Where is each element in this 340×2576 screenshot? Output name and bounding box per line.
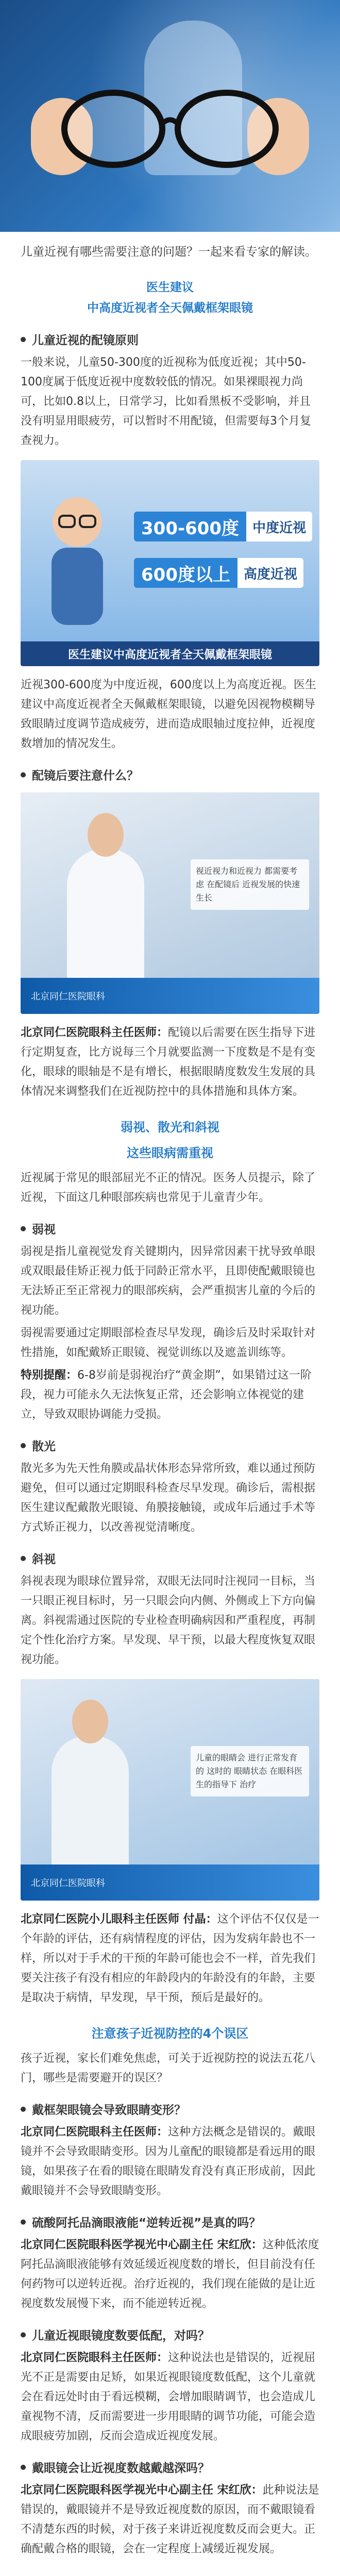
principle-paragraph: 一般来说，儿童50-300度的近视称为低度近视；其中50-100度属于低度近视中度数较低的情况。如果裸眼视力尚可，比如0.8以上，日常学习，比如看黑板不受影响，并且没有明显用眼疲劳，可以暂时不用配镜，但需要每3个月复查视力。 [21,356,311,447]
special-note-text: 6-8岁前是弱视治疗“黄金期”，如果错过这一阶段，视力可能永久无法恢复正常，还会影响立体视觉的建立，导致双眼协调能力受损。 [21,1369,312,1421]
heading-strabismus [21,1550,319,1567]
degree-value-moderate: 300-600度 [134,512,246,541]
heading-text: 斜视 [32,1553,56,1566]
answer-1 [0,2123,340,2201]
after-glasses-paragraph [0,1023,340,1101]
speaker-lead: 北京同仁医院眼科主任医师： [21,2126,168,2139]
doctor-video-frame-2 [21,1679,319,1901]
degree-label-high: 高度近视 [237,558,303,588]
amblyopia-p1: 弱视是指儿童视觉发育关键期内，因异常因素干扰导致单眼或双眼最佳矫正视力低于同龄正常水平，且即使配戴眼镜也无法矫正至正常视力的眼部疾病，会严重损害儿童的今后的视功能。 [21,1245,316,1317]
misconception-intro: 孩子近视，家长们难免焦虑，可关于近视防控的说法五花八门，哪些是需要避开的误区？ [21,2052,316,2084]
section4-title: 注意孩子近视防控的4个误区 [91,2026,249,2041]
moderate-high-paragraph: 近视300-600度为中度近视，600度以上为高度近视。医生建议中高度近视者全天佩戴框架眼镜，以避免因视物模糊导致眼睛过度调节造成疲劳，进而造成眼轴过度拉伸，近视度数增加的情况发生。 [21,679,316,750]
bullet-dot [21,772,26,777]
section3-title-2: 这些眼病需重视 [127,1146,213,1160]
doctor-video-frame [21,792,319,1014]
bullet-dot [21,2219,26,2225]
question-1 [21,2100,319,2117]
bullet-dot [21,1443,26,1448]
answer-text: 这种低浓度阿托品滴眼液能够有效延缓近视度数的增长，但目前没有任何药物可以逆转近视。治疗近视的，我们现在能做的是让近视度数发展慢下来，而不能逆转近视。 [21,2239,319,2310]
doctor-head-2 [72,1700,108,1743]
answer-text: 这种方法概念是错误的。戴眼镜并不会导致眼睛变形。因为儿童配的眼镜都是看远用的眼镜，如果孩子在看的眼镜在眼睛发育没有真正形成前，因此戴眼镜并不会导致眼睛变形。 [21,2126,316,2197]
speaker-lead: 北京同仁医院眼科医学视光中心副主任 宋红欣： [21,2484,263,2497]
bullet-dot [21,2332,26,2337]
heading-text: 散光 [32,1440,56,1453]
video2-lower-third: 北京同仁医院眼科 [21,1865,319,1901]
special-note-lead: 特别提醒： [21,1369,78,1382]
answer-3 [0,2348,340,2446]
section3-title-1: 弱视、散光和斜视 [121,1120,219,1134]
answer-2 [0,2235,340,2314]
question-4 [21,2459,319,2476]
amblyopia-p3 [0,1366,340,1425]
question-text: 戴框架眼镜会导致眼睛变形？ [32,2104,186,2117]
question-text: 戴眼镜会让近视度数越戴越深吗？ [32,2462,210,2475]
myopia-degree-banner [21,460,319,666]
answer-text: 这种说法也是错误的，近视屈光不正是需要由足矫，如果近视眼镜度数低配，这个儿童就会在看远处时由于看远模糊，会增加眼睛调节，也会造成儿童视物不清，反而需要进一步用眼睛的调节功能，可能会造成眼疲劳加剧，反而会造成近视度发展。 [21,2351,316,2443]
glasses-icon [57,88,283,170]
speaker-lead: 北京同仁医院小儿眼科主任医师 付晶： [21,1913,217,1926]
child-figure-icon [36,491,118,625]
degree-tag-high [134,558,303,588]
bullet-dot [21,2107,26,2112]
heading-amblyopia [21,1220,319,1237]
bullet-dot [21,337,26,342]
doctor-figure [67,849,144,983]
advice-label: 医生建议 [146,281,194,294]
heading-text: 儿童近视的配镜原则 [32,334,139,347]
astigmatism-paragraph: 散光多为先天性角膜或晶状体形态异常所致，难以通过预防避免，但可以通过定期眼科检查尽早发现。确诊后，需根据医生建议配戴散光眼镜、角膜接触镜，或成年后通过手术等方式矫正视力，以改善视觉清晰度。 [21,1462,316,1534]
heading-text: 弱视 [32,1223,56,1236]
speaker-lead: 北京同仁医院眼科主任医师： [21,2351,168,2364]
video-side-text: 视近视力和近视力 都需要考虑 在配镜后 近视发展的快速生长 [191,859,309,910]
speaker-quote: 配镜以后需要在医生指导下进行定期复查，比方说每三个月就要监测一下度数是不是有变化，眼球的眼轴是不是有增长，根据眼睛度数发生发展的具体情况来调整我们在近视防控中的具体措施和具体方案。 [21,1026,316,1098]
degree-label-moderate: 中度近视 [246,512,312,541]
pediatric-doctor-paragraph [0,1910,340,2008]
video-lower-third: 北京同仁医院眼科 [21,978,319,1014]
degree-value-high: 600度以上 [134,558,237,588]
bullet-dot [21,1556,26,1561]
question-2 [21,2213,319,2230]
speaker-lead: 北京同仁医院眼科医学视光中心副主任 宋红欣： [21,2239,263,2251]
question-text: 硫酸阿托品滴眼液能“逆转近视”是真的吗？ [32,2216,261,2230]
answer-4 [0,2481,340,2559]
doctor-head [88,813,124,857]
eye-disease-intro: 近视属于常见的眼部屈光不正的情况。医务人员提示，除了近视，下面这几种眼部疾病也常见于儿童青少年。 [21,1172,316,1204]
bullet-dot [21,1226,26,1231]
question-text: 儿童近视眼镜度数要低配，对吗？ [32,2329,210,2343]
heading-glasses-principle [21,331,319,348]
doctor-figure-2 [52,1736,129,1870]
heading-text: 配镜后要注意什么？ [32,769,139,783]
speaker-lead: 北京同仁医院眼科主任医师： [21,1026,168,1039]
question-3 [21,2326,319,2343]
heading-astigmatism [21,1437,319,1454]
bullet-dot [21,2465,26,2470]
advice-title: 中高度近视者全天佩戴框架眼镜 [87,301,253,315]
hero-image [0,0,340,232]
degree-tag-moderate [134,512,312,541]
video2-side-text: 儿童的眼睛会 进行正常发育的 这时的 眼睛状态 在眼科医生的指导下 治疗 [191,1746,309,1797]
amblyopia-p2: 弱视需要通过定期眼部检查尽早发现，确诊后及时采取针对性措施，如配戴矫正眼镜、视觉训练以及遮盖训练等。 [21,1327,316,1359]
answer-text: 此种说法是错误的，戴眼镜并不是导致近视度数的原因，而不戴眼镜看不清楚东西的时候，对于孩子来讲近视度数反而会更大。正确配戴合格的眼镜，会在一定程度上减缓近视发展。 [21,2484,319,2555]
strabismus-paragraph: 斜视表现为眼球位置异常，双眼无法同时注视同一目标，当一只眼正视目标时，另一只眼会向内侧、外侧或上下方向偏离。斜视需通过医院的专业检查明确病因和严重程度，再制定个性化治疗方案。早发现、早干预，以最大程度恢复双眼视功能。 [21,1575,316,1666]
speaker-quote: 这个评估不仅仅是一个年龄的评估，还有病情程度的评估，因为发病年龄也不一样，所以对于手术的干预的年龄可能也会不一样，首先我们要关注孩子有没有相应的年龄段内的年龄没有的年龄，主要是取决于病情，早发现，早干预，预后是最好的。 [21,1913,319,2004]
banner-caption: 医生建议中高度近视者全天佩戴框架眼镜 [21,641,319,666]
heading-after-glasses [21,766,319,783]
intro-text: 儿童近视有哪些需要注意的问题？一起来看专家的解读。 [21,245,317,259]
